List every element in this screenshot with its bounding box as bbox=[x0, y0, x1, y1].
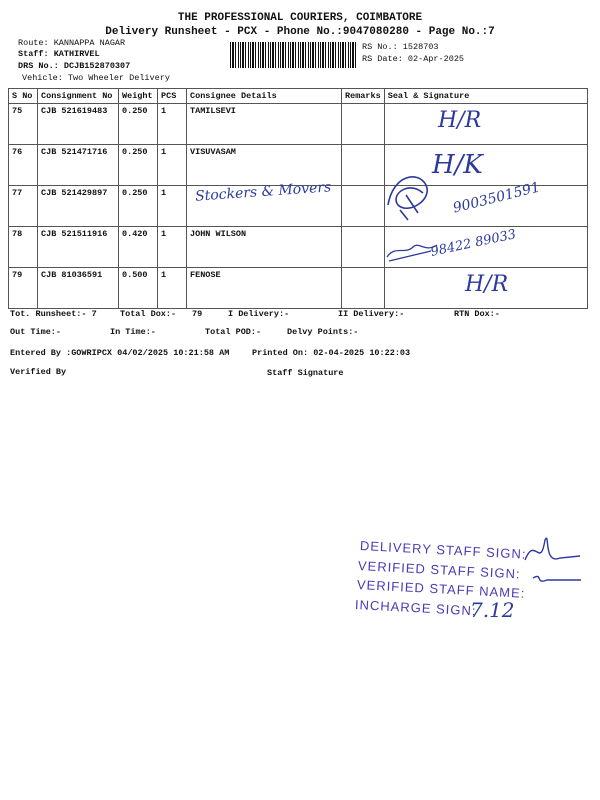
col-pcs: PCS bbox=[158, 89, 187, 104]
ii-delivery: II Delivery:- bbox=[338, 309, 405, 319]
cell-pcs: 1 bbox=[158, 104, 187, 145]
verified-by: Verified By bbox=[10, 367, 67, 377]
handwritten-signature-78 bbox=[385, 235, 440, 265]
col-seal-signature: Seal & Signature bbox=[384, 89, 587, 104]
rs-no: RS No.: 1528703 bbox=[362, 42, 439, 52]
cell-consignee: JOHN WILSON bbox=[187, 227, 342, 268]
out-time: Out Time:- bbox=[10, 327, 62, 337]
table-row bbox=[9, 104, 588, 145]
total-pod: Total POD:- bbox=[205, 327, 262, 337]
col-sno: S No bbox=[9, 89, 38, 104]
cell-weight: 0.250 bbox=[119, 186, 158, 227]
stamp-hand-note: 7.12 bbox=[470, 598, 515, 622]
stamp-verified-staff-sign: VERIFIED STAFF SIGN: bbox=[357, 558, 521, 582]
drs-label: DRS No.: DCJB152870307 bbox=[18, 61, 131, 71]
cell-sno: 79 bbox=[9, 268, 38, 309]
stamp-handwritten-signature bbox=[515, 530, 585, 590]
rs-date: RS Date: 02-Apr-2025 bbox=[362, 54, 465, 64]
company-title: THE PROFESSIONAL COURIERS, COIMBATORE bbox=[177, 12, 423, 24]
stamp-incharge-sign: INCHARGE SIGN: bbox=[354, 597, 477, 619]
in-time: In Time:- bbox=[110, 327, 156, 337]
cell-sno: 75 bbox=[9, 104, 38, 145]
col-remarks: Remarks bbox=[342, 89, 385, 104]
stamp-verified-staff-name: VERIFIED STAFF NAME: bbox=[356, 577, 526, 601]
cell-consignment: CJB 521619483 bbox=[38, 104, 119, 145]
handwritten-sig-79: H/R bbox=[465, 272, 509, 297]
rtn-dox: RTN Dox:- bbox=[454, 309, 500, 319]
entered-by: Entered By :GOWRIPCX 04/02/2025 10:21:58 AM bbox=[10, 348, 230, 358]
i-delivery: I Delivery:- bbox=[228, 309, 290, 319]
cell-pcs: 1 bbox=[158, 186, 187, 227]
printed-on: Printed On: 02-04-2025 10:22:03 bbox=[252, 348, 411, 358]
handwritten-stockers: Stockers & Movers bbox=[194, 179, 332, 205]
staff-label: Staff: KATHIRVEL bbox=[18, 49, 100, 59]
cell-consignment: CJB 81036591 bbox=[38, 268, 119, 309]
runsheet-subtitle: Delivery Runsheet - PCX - Phone No.:9047080280 - Page No.:7 bbox=[105, 26, 495, 38]
handwritten-phone-2: 98422 89033 bbox=[429, 227, 518, 260]
handwritten-sig-75: H/R bbox=[438, 108, 482, 133]
cell-pcs: 1 bbox=[158, 145, 187, 186]
vehicle-label: Vehicle: Two Wheeler Delivery bbox=[22, 73, 170, 83]
cell-remarks bbox=[342, 104, 385, 145]
cell-consignee: FENOSE bbox=[187, 268, 342, 309]
table-header-row bbox=[9, 89, 588, 104]
staff-signature-label: Staff Signature bbox=[267, 368, 344, 378]
col-weight: Weight bbox=[119, 89, 158, 104]
stamp-delivery-staff-sign: DELIVERY STAFF SIGN: bbox=[359, 538, 527, 562]
cell-weight: 0.420 bbox=[119, 227, 158, 268]
cell-weight: 0.250 bbox=[119, 145, 158, 186]
col-consignment: Consignment No bbox=[38, 89, 119, 104]
cell-consignment: CJB 521511916 bbox=[38, 227, 119, 268]
cell-weight: 0.500 bbox=[119, 268, 158, 309]
cell-pcs: 1 bbox=[158, 268, 187, 309]
cell-sno: 78 bbox=[9, 227, 38, 268]
table-row bbox=[9, 145, 588, 186]
handwritten-phone-1: 9003501591 bbox=[451, 179, 542, 217]
cell-remarks bbox=[342, 268, 385, 309]
total-dox-label: Total Dox:- bbox=[120, 309, 177, 319]
handwritten-sig-76: H/K bbox=[432, 150, 483, 180]
handwritten-scribble-signature bbox=[378, 165, 438, 225]
cell-consignee: TAMILSEVI bbox=[187, 104, 342, 145]
total-dox-value: 79 bbox=[192, 309, 203, 319]
col-consignee: Consignee Details bbox=[187, 89, 342, 104]
route-label: Route: KANNAPPA NAGAR bbox=[18, 38, 126, 48]
cell-weight: 0.250 bbox=[119, 104, 158, 145]
cell-consignee: VISUVASAM bbox=[187, 145, 342, 186]
cell-sno: 76 bbox=[9, 145, 38, 186]
cell-consignment: CJB 521429897 bbox=[38, 186, 119, 227]
delvy-points: Delvy Points:- bbox=[287, 327, 359, 337]
cell-sno: 77 bbox=[9, 186, 38, 227]
cell-remarks bbox=[342, 227, 385, 268]
cell-consignment: CJB 521471716 bbox=[38, 145, 119, 186]
tot-runsheet: Tot. Runsheet:- 7 bbox=[10, 309, 97, 319]
barcode bbox=[230, 42, 356, 68]
cell-signature bbox=[384, 104, 587, 145]
cell-pcs: 1 bbox=[158, 227, 187, 268]
